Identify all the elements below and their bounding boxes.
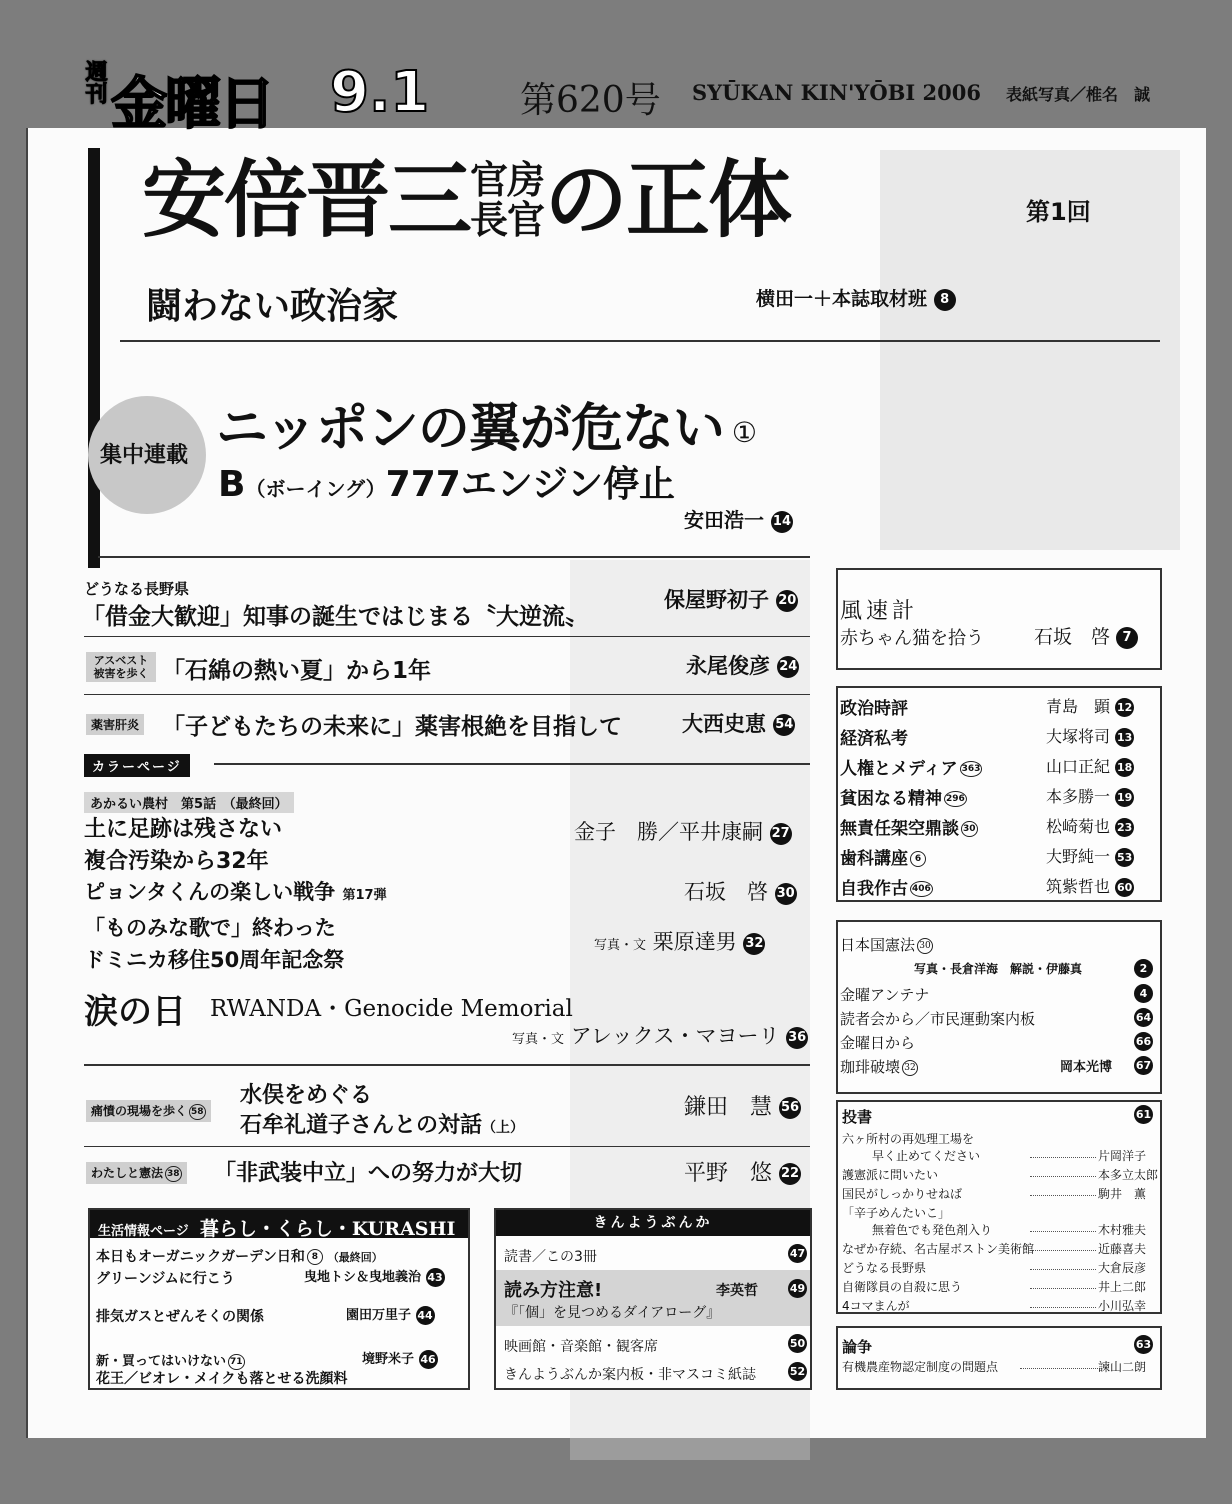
divider <box>84 636 810 637</box>
logo-small: 週刊 <box>82 60 107 104</box>
page-number: 47 <box>788 1243 807 1263</box>
magazine-romaji: SYŪKAN KIN'YŌBI 2006 <box>692 80 981 105</box>
page-number: 60 <box>1115 878 1134 897</box>
tosho-item: 国民がしっかりせねば <box>842 1187 963 1201</box>
page-number: 4 <box>1134 983 1153 1003</box>
page-number: 61 <box>1134 1104 1153 1124</box>
page-number: 24 <box>777 656 799 678</box>
kurashi-author: 境野米子 46 <box>362 1352 436 1367</box>
tosho-item: 自衛隊員の自殺に思う <box>842 1280 963 1294</box>
ronso-title: 論争 <box>842 1338 873 1356</box>
column-item: 経済私考 <box>840 729 908 749</box>
column-item: 無責任架空鼎談 30 <box>840 819 976 839</box>
color-page-label: カラーページ <box>84 754 190 777</box>
page-number: 36 <box>786 1027 808 1049</box>
lead-title-a: 安倍晋三 <box>142 151 471 249</box>
kurashi-author: 曳地トシ＆曳地義治 43 <box>304 1270 443 1285</box>
article-title: 「石綿の熱い夏」から1年 <box>162 658 432 684</box>
page-number: 49 <box>788 1278 807 1298</box>
tosho-author: 木村雅夫 <box>1098 1223 1147 1237</box>
kenpo-title: 「非武装中立」への努力が大切 <box>214 1161 523 1186</box>
misc-author: 岡本光博 <box>1060 1060 1113 1075</box>
color-subtitle: RWANDA・Genocide Memorial <box>210 996 573 1022</box>
page-number: 66 <box>1134 1031 1153 1051</box>
kurashi-author: 園田万里子 44 <box>346 1308 433 1323</box>
column-item: 人権とメディア 363 <box>840 759 981 779</box>
page-number: 53 <box>1115 848 1134 867</box>
page-number: 8 <box>934 289 956 311</box>
minamata-title: 水俣をめぐる <box>240 1083 373 1108</box>
tosho-item: 早く止めてください <box>872 1149 981 1163</box>
tosho-item: 「辛子めんたいこ」 <box>842 1206 951 1220</box>
kenpo-author: 平野 悠 22 <box>684 1161 800 1186</box>
divider <box>120 340 1160 342</box>
article-author: 保屋野初子 20 <box>664 588 797 612</box>
serial-title: ニッポンの翼が危ない ① <box>216 399 757 459</box>
page-number: 14 <box>771 511 793 533</box>
article-author: 大西史恵 54 <box>682 712 794 736</box>
color-title: ドミニカ移住50周年記念祭 <box>84 948 345 972</box>
column-item: 自我作古 406 <box>840 879 931 899</box>
page-number: 30 <box>775 883 797 905</box>
column-author: 青島 顕 12 <box>1046 697 1133 716</box>
kurashi-item: グリーンジムに行こう <box>96 1271 235 1287</box>
leader-dots <box>1030 1176 1096 1177</box>
page-number: 7 <box>1116 627 1138 649</box>
misc-item: 読者会から／市民運動案内板 <box>840 1010 1036 1028</box>
leader-dots <box>1020 1368 1098 1369</box>
article-kicker: 薬害肝炎 <box>86 714 144 735</box>
tosho-author: 駒井 薫 <box>1098 1187 1147 1201</box>
divider <box>84 694 810 695</box>
bunka-author: 李英哲 <box>716 1283 758 1299</box>
page-number: 23 <box>1115 818 1134 837</box>
article-title: 「借金大歓迎」知事の誕生ではじまる〝大逆流〟 <box>82 604 588 630</box>
page-number: 63 <box>1134 1334 1153 1354</box>
bunka-item: 読書／この3冊 <box>504 1249 597 1265</box>
column-author: 大塚将司 13 <box>1046 727 1133 746</box>
article-kicker: アスベスト 被害を歩く <box>86 652 156 682</box>
leader-dots <box>1030 1157 1096 1158</box>
lead-subtitle: 闘わない政治家 <box>146 286 399 327</box>
bunka-header: きんようぶんか <box>496 1210 810 1236</box>
bunka-item: 読み方注意! <box>504 1280 603 1301</box>
page-number: 52 <box>788 1361 807 1381</box>
tosho-author: 井上二郎 <box>1098 1280 1147 1294</box>
page-number: 56 <box>779 1097 801 1119</box>
article-title: 「子どもたちの未来に」薬害根絶を目指して <box>162 714 622 740</box>
color-author: 石坂 啓 30 <box>684 880 795 904</box>
serial-author: 安田浩一 14 <box>684 508 792 532</box>
tosho-item: 無着色でも発色剤入り <box>872 1223 993 1237</box>
kurashi-item: 本日もオーガニックガーデン日和 8 （最終回） <box>96 1249 383 1265</box>
column-author: 山口正紀 18 <box>1046 757 1133 776</box>
minamata-title: 石牟礼道子さんとの対話（上） <box>240 1113 525 1138</box>
page-number: 19 <box>1115 788 1134 807</box>
tosho-item: 六ヶ所村の再処理工場を <box>842 1132 975 1146</box>
page-number: 22 <box>779 1163 801 1185</box>
column-author: 本多勝一 19 <box>1046 787 1133 806</box>
leader-dots <box>1030 1307 1096 1308</box>
page-number: 44 <box>416 1306 435 1325</box>
page-number: 43 <box>426 1268 445 1287</box>
minamata-author: 鎌田 慧 56 <box>684 1095 800 1120</box>
kurashi-header: 生活情報ページ 暮らし・くらし・KURASHI <box>90 1210 468 1238</box>
color-title: ピョンタくんの楽しい戦争 第17弾 <box>84 880 387 904</box>
bunka-item: 『「個」を見つめるダイアローグ』 <box>504 1305 721 1321</box>
serial-num: ① <box>731 415 757 449</box>
ronso-author: 諫山二朗 <box>1098 1360 1147 1374</box>
minamata-kicker: 痛憤の現場を歩く 58 <box>86 1100 211 1122</box>
page-number: 12 <box>1115 698 1134 717</box>
tosho-author: 本多立太郎 <box>1098 1168 1159 1182</box>
column-author: 松崎菊也 23 <box>1046 817 1133 836</box>
fusokukei-article: 赤ちゃん猫を拾う <box>840 628 984 649</box>
leader-dots <box>1030 1288 1096 1289</box>
ronso-item: 有機農産物認定制度の問題点 <box>842 1360 999 1374</box>
tosho-item: 4コマまんが <box>842 1299 910 1313</box>
tosho-title: 投書 <box>842 1108 873 1126</box>
divider <box>214 763 810 765</box>
color-author: 金子 勝／平井康嗣 27 <box>574 820 790 844</box>
column-item: 歯科講座 6 <box>840 844 926 869</box>
tosho-author: 小川弘幸 <box>1098 1299 1147 1313</box>
misc-kenpo-credit: 写真・長倉洋海 解説・伊藤真 <box>914 962 1083 976</box>
cover-credit: 表紙写真／椎名 誠 <box>1006 85 1151 104</box>
column-author: 筑紫哲也 60 <box>1046 877 1133 896</box>
column-item: 貧困なる精神 296 <box>840 789 965 809</box>
magazine-logo <box>80 60 274 137</box>
misc-item: 金曜アンテナ <box>840 986 930 1004</box>
tosho-item: なぜか存続、名古屋ボストン美術館 <box>842 1242 1035 1256</box>
lead-title <box>142 150 790 250</box>
fusokukei-author: 石坂 啓 7 <box>1034 622 1138 649</box>
column-author: 大野純一 53 <box>1046 847 1133 866</box>
serial-tag: 集中連載 <box>100 443 189 468</box>
lead-title-b: の正体 <box>544 151 791 249</box>
tosho-item: どうなる長野県 <box>842 1261 927 1275</box>
misc-item: 金曜日から <box>840 1034 916 1052</box>
kurashi-item: 新・買ってはいけない 71 <box>96 1354 243 1369</box>
leader-dots <box>1030 1269 1096 1270</box>
misc-kenpo-title: 日本国憲法 30 <box>840 934 933 955</box>
leader-dots <box>1030 1195 1096 1196</box>
tosho-item: 護憲派に問いたい <box>842 1168 939 1182</box>
leader-dots <box>1030 1250 1096 1251</box>
color-title: 複合汚染から32年 <box>84 849 269 874</box>
divider <box>84 1146 810 1147</box>
bunka-item: きんようぶんか案内板・非マスコミ紙誌 <box>504 1367 756 1383</box>
color-author: 写真・文 栗原達男 32 <box>594 930 764 954</box>
article-author: 永尾俊彦 24 <box>686 654 798 678</box>
kenpo-kicker: わたしと憲法 38 <box>86 1162 187 1184</box>
divider <box>84 1064 810 1066</box>
tosho-author: 片岡洋子 <box>1098 1149 1147 1163</box>
column-item: 政治時評 <box>840 699 908 719</box>
fusokukei-title: 風速計 <box>840 599 919 624</box>
page-number: 64 <box>1134 1007 1153 1027</box>
issue-date: 9.1 <box>330 60 430 125</box>
page-number: 32 <box>743 933 765 955</box>
issue-number: 第620号 <box>520 80 661 121</box>
lead-title-small: 官房 長官 <box>470 158 545 242</box>
kurashi-item: 排気ガスとぜんそくの関係 <box>96 1309 264 1325</box>
page-number: 67 <box>1134 1055 1153 1075</box>
tosho-author: 大倉辰彦 <box>1098 1261 1147 1275</box>
divider <box>98 556 810 558</box>
kurashi-item: 花王／ビオレ・メイクも落とせる洗顔料 <box>96 1371 348 1387</box>
lead-round: 第1回 <box>1026 198 1091 226</box>
lead-author: 横田一＋本誌取材班 8 <box>756 284 956 311</box>
logo-main: 金曜日 <box>111 72 274 137</box>
page-number: 46 <box>419 1350 438 1369</box>
page-number: 27 <box>770 823 792 845</box>
page-number: 13 <box>1115 728 1134 747</box>
leader-dots <box>1030 1231 1096 1232</box>
misc-item: 珈琲破壊 32 <box>840 1056 918 1077</box>
color-title: 「ものみな歌で」終わった <box>84 916 336 940</box>
color-kicker: あかるい農村 第5話 （最終回） <box>84 792 294 813</box>
page-number: 54 <box>773 714 795 736</box>
tosho-author: 近藤喜夫 <box>1098 1242 1147 1256</box>
page-number: 50 <box>788 1333 807 1353</box>
page-number: 18 <box>1115 758 1134 777</box>
article-kicker: どうなる長野県 <box>84 580 190 598</box>
page-number: 2 <box>1134 958 1153 978</box>
color-author: 写真・文 アレックス・マヨーリ 36 <box>512 1024 807 1048</box>
serial-subtitle: B（ボーイング）777エンジン停止 <box>218 464 676 505</box>
lead-bar <box>88 148 100 568</box>
bunka-item: 映画館・音楽館・観客席 <box>504 1339 658 1355</box>
color-title: 涙の日 <box>84 992 186 1032</box>
color-title: 土に足跡は残さない <box>84 817 283 842</box>
page-number: 20 <box>776 590 798 612</box>
